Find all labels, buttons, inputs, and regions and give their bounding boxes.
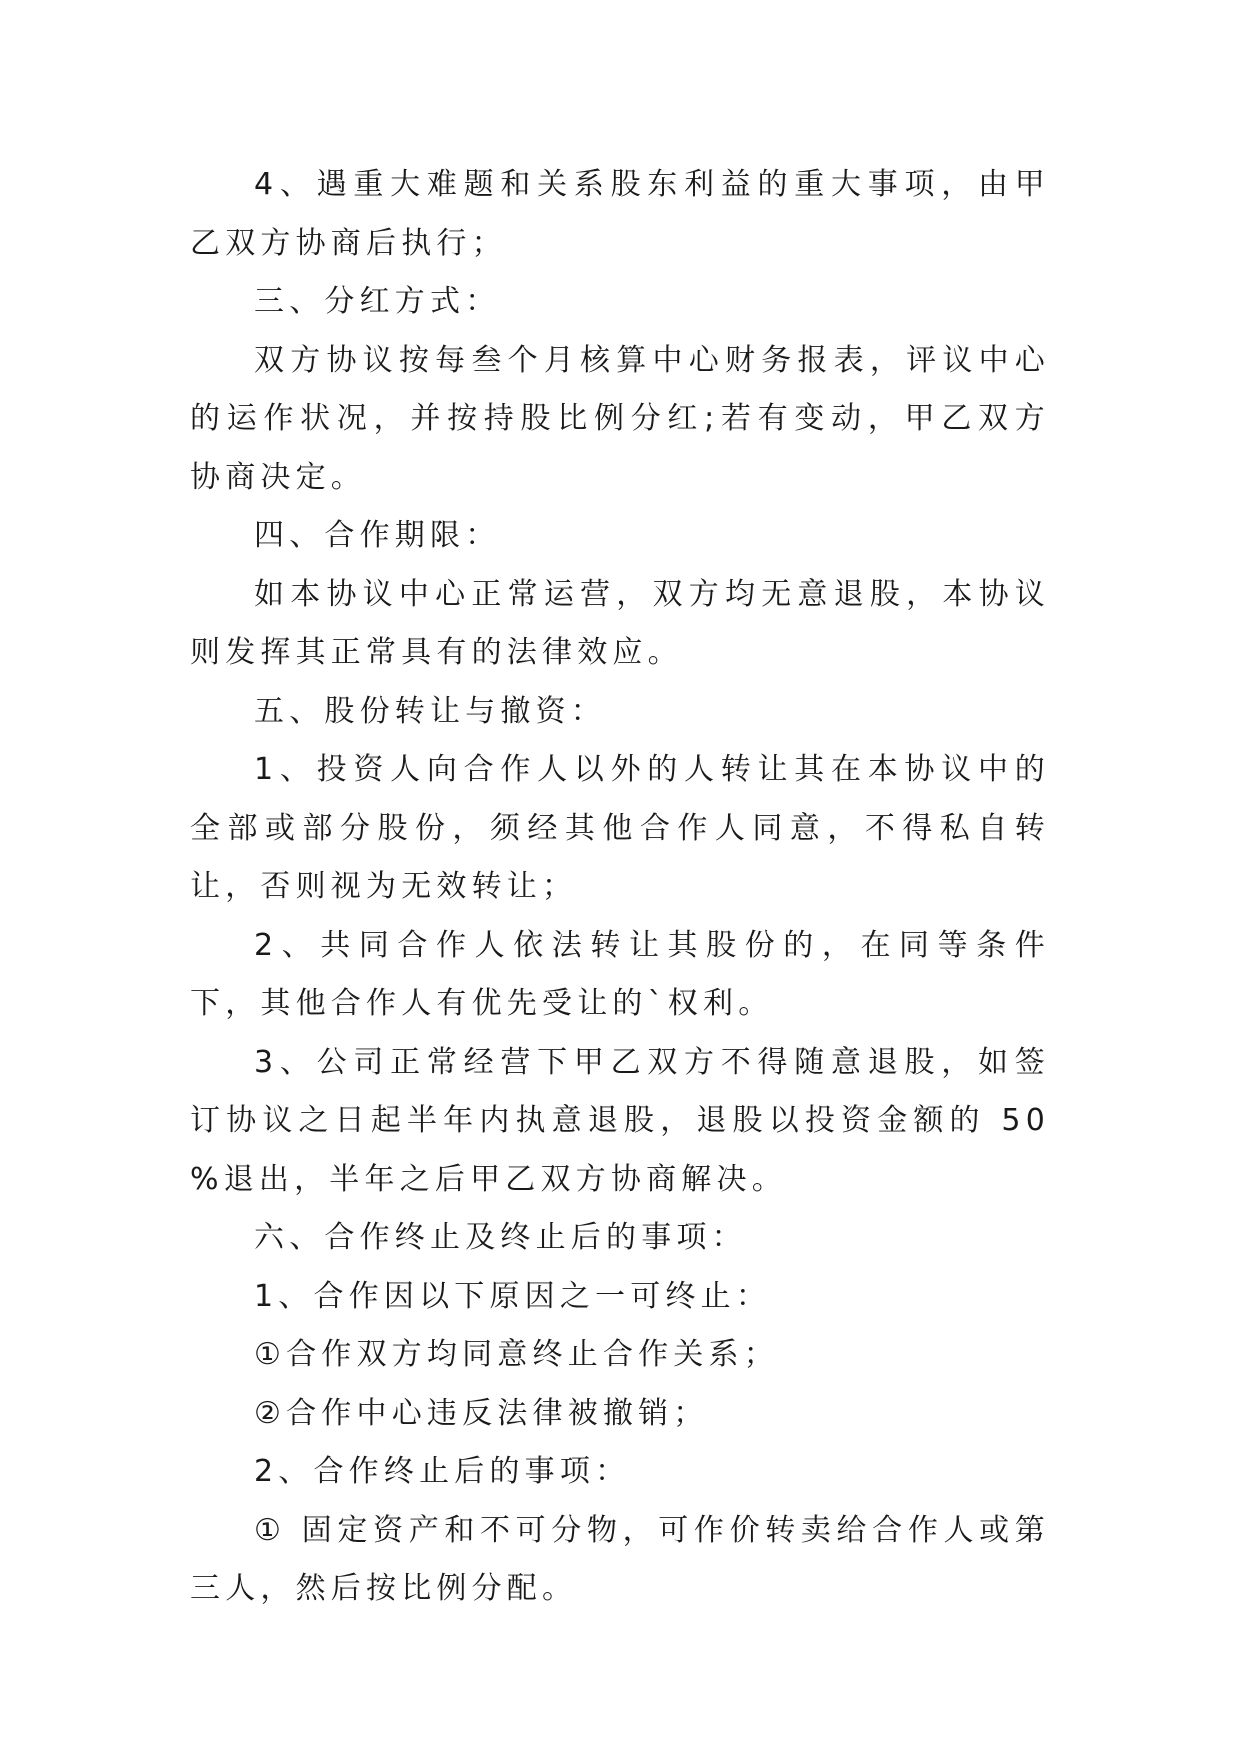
- termination-reason-1: ①合作双方均同意终止合作关系；: [254, 1337, 779, 1372]
- termination-clause-1: 1、合作因以下原因之一可终止：: [254, 1278, 772, 1314]
- term-paragraph: 如本协议中心正常运营，双方均无意退股，本协议则发挥其正常具有的法律效应。: [190, 576, 1050, 670]
- termination-reason-2: ②合作中心违反法律被撤销；: [254, 1395, 709, 1431]
- section-3-heading: 三、分红方式：: [254, 284, 501, 319]
- termination-clause-2: 2、合作终止后的事项：: [254, 1454, 631, 1489]
- clause-4-major-matters: 4、遇重大难题和关系股东利益的重大事项，由甲乙双方协商后执行；: [190, 167, 1050, 261]
- transfer-clause-2: 2、共同合作人依法转让其股份的，在同等条件下，其他合作人有优先受让的`权利。: [190, 927, 1050, 1021]
- section-4-heading: 四、合作期限：: [254, 518, 501, 553]
- section-5-heading: 五、股份转让与撤资：: [254, 693, 606, 729]
- section-6-heading: 六、合作终止及终止后的事项：: [254, 1220, 747, 1255]
- dividend-paragraph: 双方协议按每叁个月核算中心财务报表，评议中心的运作状况，并按持股比例分红;若有变动，甲乙双方协商决定。: [190, 342, 1050, 495]
- transfer-clause-1: 1、投资人向合作人以外的人转让其在本协议中的全部或部分股份，须经其他合作人同意，不得私自转让，否则视为无效转让；: [190, 752, 1050, 904]
- transfer-clause-3: 3、公司正常经营下甲乙双方不得随意退股，如签订协议之日起半年内执意退股，退股以投资金额的 50 %退出，半年之后甲乙双方协商解决。: [190, 1044, 1050, 1197]
- document-body: [190, 156, 1050, 1619]
- termination-matter-1: ① 固定资产和不可分物，可作价转卖给合作人或第三人，然后按比例分配。: [190, 1512, 1050, 1606]
